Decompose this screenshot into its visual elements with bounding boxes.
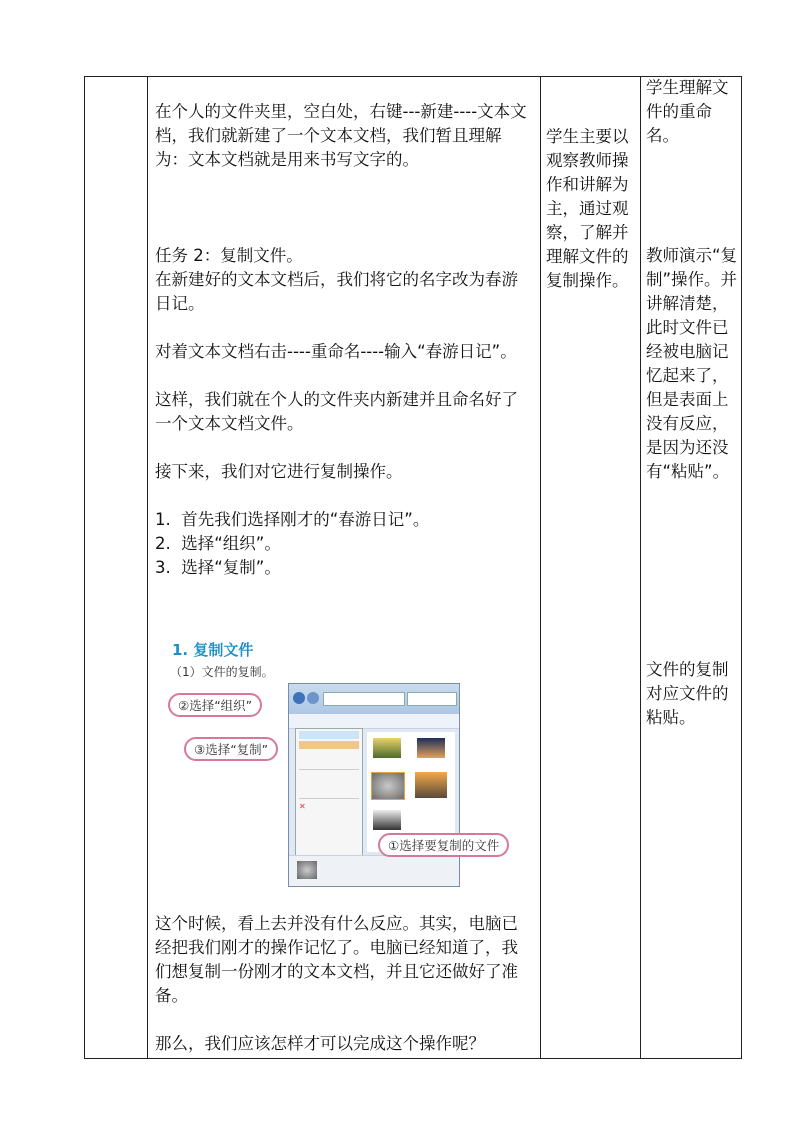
student-activity-text: 学生主要以观察教师操作和讲解为主，通过观察，了解并理解文件的复制操作。 (546, 127, 629, 290)
window-toolbar (289, 714, 459, 729)
paragraph-next: 接下来，我们对它进行复制操作。 (155, 462, 403, 481)
step-item: 1. 首先我们选择刚才的“春游日记”。 (155, 510, 430, 529)
image-thumbnail (417, 738, 445, 758)
address-field (323, 692, 405, 706)
status-bar (289, 855, 459, 886)
step-item: 3. 选择“复制”。 (155, 558, 281, 577)
paragraph-question: 那么，我们应该怎样才可以完成这个操作呢？ (155, 1034, 485, 1053)
menu-separator (299, 798, 359, 799)
menu-separator (299, 769, 359, 770)
column-divider (640, 77, 641, 1058)
column-divider (540, 77, 541, 1058)
step-item: 2. 选择“组织”。 (155, 534, 281, 553)
image-thumbnail-selected (371, 772, 405, 800)
paragraph-new-document: 在个人的文件夹里，空白处，右键---新建----文本文档，我们就新建了一个文本文档，我们暂且理解为：文本文档就是用来书写文字的。 (155, 102, 527, 169)
content-column-lower (155, 912, 533, 1056)
forward-icon (307, 692, 319, 704)
note-rename: 学生理解文件的重命名。 (646, 78, 729, 145)
figure-subtitle: （1）文件的复制。 (170, 665, 274, 679)
figure-title: 1. 复制文件 (172, 641, 254, 659)
organize-menu (295, 728, 363, 856)
copy-file-figure (170, 633, 540, 891)
paragraph-after-copy: 这个时候，看上去并没有什么反应。其实，电脑已经把我们刚才的操作记忆了。电脑已经知道了，我们想复制一份刚才的文本文档，并且它还做好了准备。 (155, 914, 518, 1005)
image-thumbnail (415, 772, 447, 798)
callout-select-file: ①选择要复制的文件 (378, 833, 509, 857)
status-thumbnail (297, 861, 317, 879)
paragraph-rename-intro: 在新建好的文本文档后，我们将它的名字改为春游日记。 (155, 270, 518, 313)
image-thumbnail (373, 738, 401, 758)
paragraph-summary: 这样，我们就在个人的文件夹内新建并且命名好了一个文本文档文件。 (155, 390, 518, 433)
menu-item-copy (299, 741, 359, 749)
notes-column-paste (646, 658, 738, 730)
back-icon (293, 692, 305, 704)
callout-select-organize: ②选择“组织” (168, 693, 262, 717)
notes-column-copy (646, 244, 738, 484)
window-address-bar (289, 684, 459, 714)
search-field (407, 692, 457, 706)
notes-column (646, 76, 738, 148)
content-column (155, 100, 533, 580)
callout-select-copy: ③选择“复制” (184, 737, 278, 761)
note-copy-paste: 文件的复制对应文件的粘贴。 (646, 660, 729, 727)
image-thumbnail (373, 810, 401, 830)
menu-item-cut (299, 731, 359, 739)
task2-title: 任务 2：复制文件。 (155, 246, 303, 265)
delete-icon: ✕ (299, 802, 306, 811)
student-activity-column (546, 125, 634, 293)
note-copy-demo: 教师演示“复制”操作。并讲解清楚，此时文件已经被电脑记忆起来了，但是表面上没有反应，是因为还没有“粘贴”。 (646, 246, 738, 481)
column-divider (147, 77, 148, 1058)
paragraph-rename-steps: 对着文本文档右击----重命名----输入“春游日记”。 (155, 342, 517, 361)
